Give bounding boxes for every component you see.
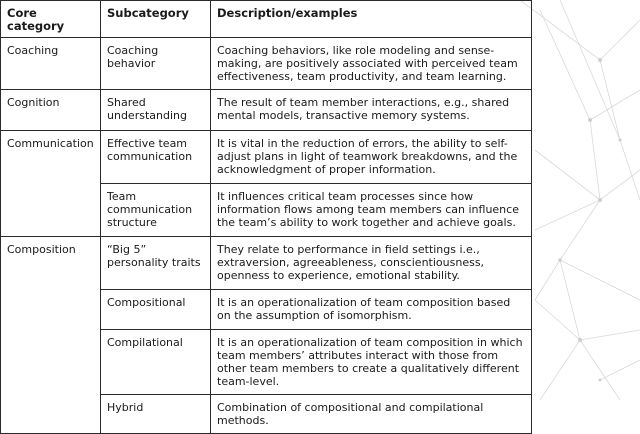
cell-description: It is an operationalization of team composition based on the assumption of isomorphism.	[211, 290, 532, 330]
cell-description: Combination of compositional and compilational methods.	[211, 395, 532, 434]
table-row	[1, 90, 532, 131]
cell-subcategory: Team communication structure	[101, 184, 211, 237]
cell-description: It is an operationalization of team composition in which team members’ attributes interact with those from other team members to create a qualitatively different team-level.	[211, 330, 532, 395]
cell-description: Coaching behaviors, like role modeling and sense-making, are positively associated with perceived team effectiveness, team productivity, and team learning.	[211, 38, 532, 90]
table-row	[1, 237, 532, 290]
cell-category: Composition	[1, 237, 101, 434]
table-row	[1, 38, 532, 90]
cell-category: Communication	[1, 131, 101, 237]
cell-description: It influences critical team processes since how information flows among team members can influence the team’s ability to work together and achieve goals.	[211, 184, 532, 237]
header-row	[1, 1, 532, 38]
cell-subcategory: Effective team communication	[101, 131, 211, 184]
cell-category: Coaching	[1, 38, 101, 90]
table-header	[1, 1, 532, 38]
cell-description: The result of team member interactions, e.g., shared mental models, transactive memory systems.	[211, 90, 532, 131]
header-core-category: Core category	[1, 1, 101, 38]
cell-subcategory: Hybrid	[101, 395, 211, 434]
cell-subcategory: Shared understanding	[101, 90, 211, 131]
cell-category: Cognition	[1, 90, 101, 131]
cell-description: It is vital in the reduction of errors, the ability to self-adjust plans in light of teamwork breakdowns, and the acknowledgment of proper information.	[211, 131, 532, 184]
header-subcategory: Subcategory	[101, 1, 211, 38]
cell-subcategory: Compilational	[101, 330, 211, 395]
header-description: Description/examples	[211, 1, 532, 38]
table-row	[1, 131, 532, 184]
cell-description: They relate to performance in field settings i.e., extraversion, agreeableness, conscientiousness, openness to experience, emotional stability.	[211, 237, 532, 290]
table-body	[1, 38, 532, 434]
cell-subcategory: Coaching behavior	[101, 38, 211, 90]
cell-subcategory: Compositional	[101, 290, 211, 330]
cell-subcategory: “Big 5” personality traits	[101, 237, 211, 290]
